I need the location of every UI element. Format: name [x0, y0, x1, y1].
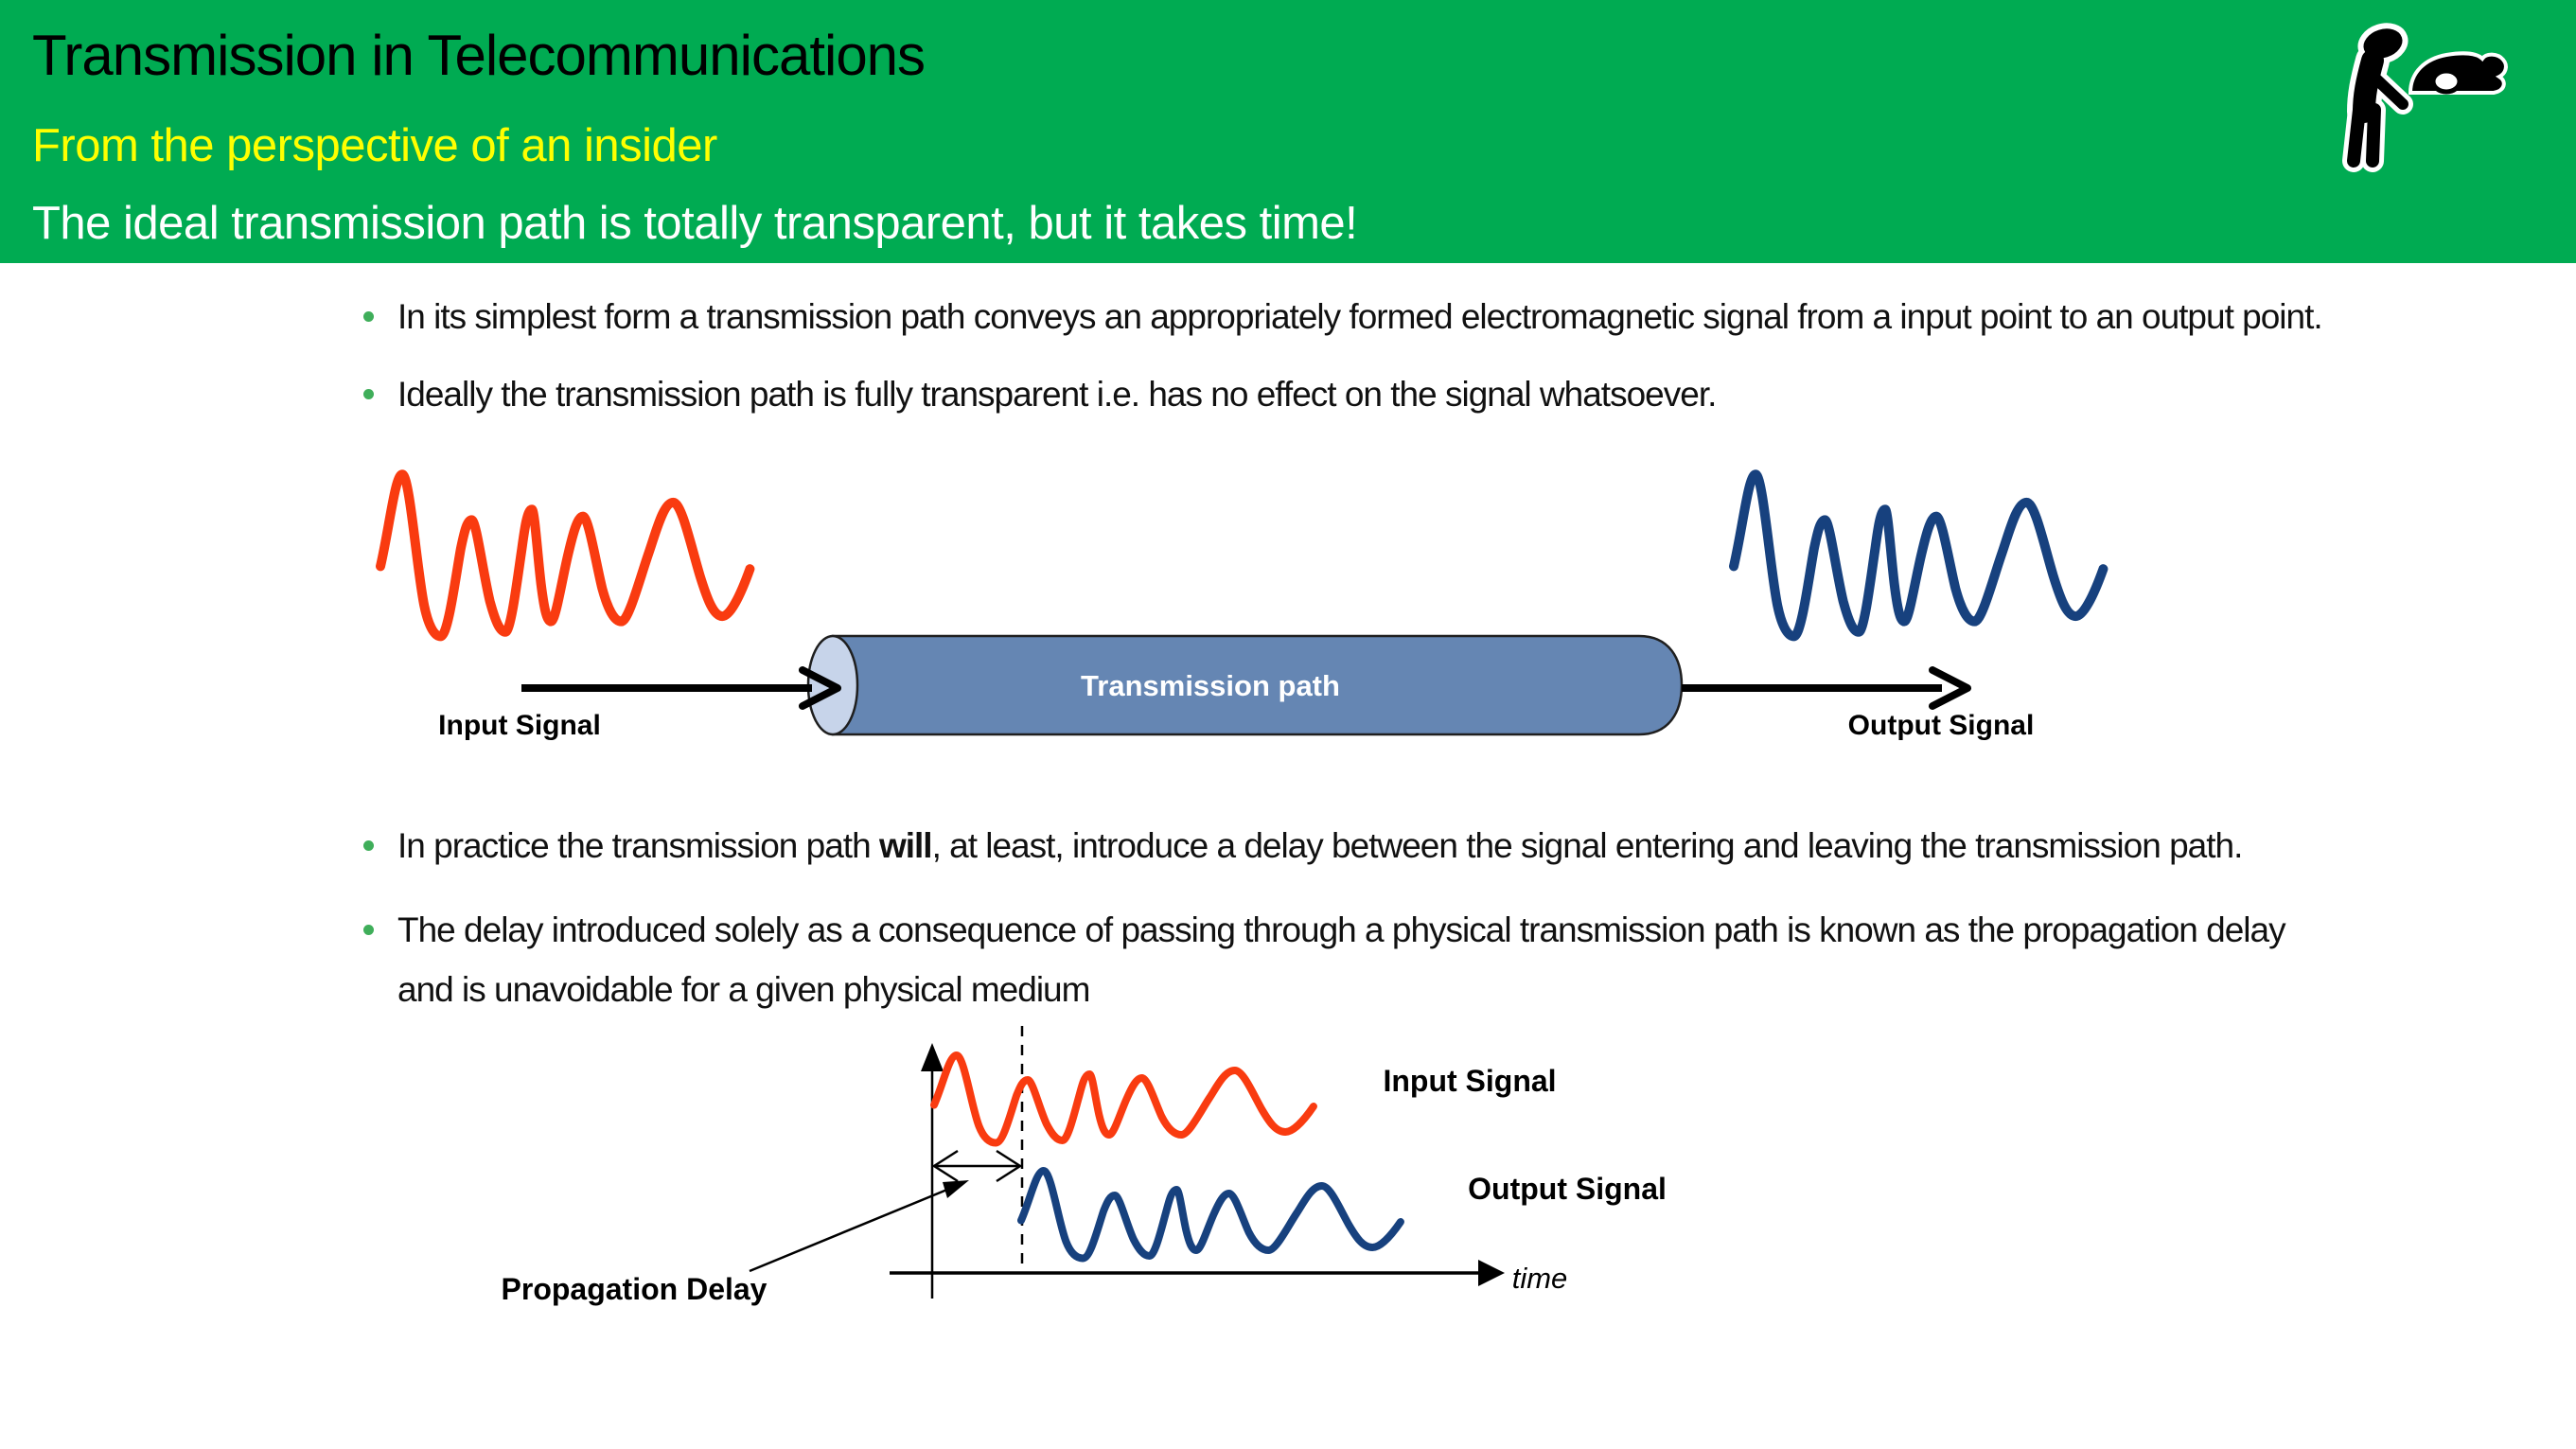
- bullet-text-3-bold: will: [878, 826, 932, 865]
- bullet-dot: [363, 389, 374, 399]
- propagation-delay-callout-arrow: [750, 1180, 969, 1271]
- bullet-dot: [363, 840, 374, 851]
- delay-diagram-svg: [473, 1022, 1703, 1363]
- person-figure: [2354, 23, 2408, 161]
- slide-title: Transmission in Telecommunications: [32, 24, 926, 87]
- delay-input-signal-label: Input Signal: [1383, 1064, 1557, 1098]
- bullet-item-4: [363, 909, 2445, 952]
- header-bar: [0, 0, 2576, 263]
- input-signal-label: Input Signal: [438, 710, 601, 741]
- delay-output-wave: [1021, 1171, 1401, 1259]
- bullet-item-2: [363, 373, 2445, 416]
- bullet-text-2: Ideally the transmission path is fully transparent i.e. has no effect on the signal whatsoever.: [397, 375, 1717, 414]
- bullet-text-1: In its simplest form a transmission path conveys an appropriately formed electromagnetic signal from a input point to an output point.: [397, 297, 2322, 336]
- delay-input-wave: [934, 1055, 1314, 1143]
- bullet-item-1: [363, 295, 2445, 339]
- output-signal-label: Output Signal: [1847, 710, 2035, 741]
- slide-tagline: The ideal transmission path is totally transparent, but it takes time!: [32, 198, 1358, 249]
- bullet-text-3-post: , at least, introduce a delay between the signal entering and leaving the transmission path.: [931, 826, 2243, 865]
- path-diagram-svg: [360, 445, 2196, 767]
- bullet-item-3: [363, 824, 2445, 868]
- slide-subtitle: From the perspective of an insider: [32, 120, 717, 171]
- time-axis-label: time: [1511, 1262, 1568, 1295]
- input-arrow: [521, 670, 838, 706]
- bullet-text-4-line2: and is unavoidable for a given physical medium: [397, 970, 1090, 1009]
- propagation-delay-label: Propagation Delay: [501, 1272, 768, 1306]
- delay-output-signal-label: Output Signal: [1468, 1172, 1667, 1206]
- bullet-dot: [363, 925, 374, 935]
- delay-double-arrow: [934, 1151, 1020, 1181]
- bullet-dot: [363, 311, 374, 322]
- bullet-text-3-pre: In practice the transmission path: [397, 826, 879, 865]
- cylinder-label: Transmission path: [1081, 669, 1340, 702]
- output-wave: [1734, 474, 2103, 636]
- bullet-text-4-line1: The delay introduced solely as a consequence of passing through a physical transmission path is known as the propagation delay: [397, 910, 2285, 949]
- time-axis: [890, 1260, 1505, 1286]
- person-telephone-icon: [2304, 6, 2513, 186]
- output-arrow: [1682, 670, 1967, 706]
- input-wave: [380, 474, 750, 636]
- telephone-icon: [2410, 53, 2506, 93]
